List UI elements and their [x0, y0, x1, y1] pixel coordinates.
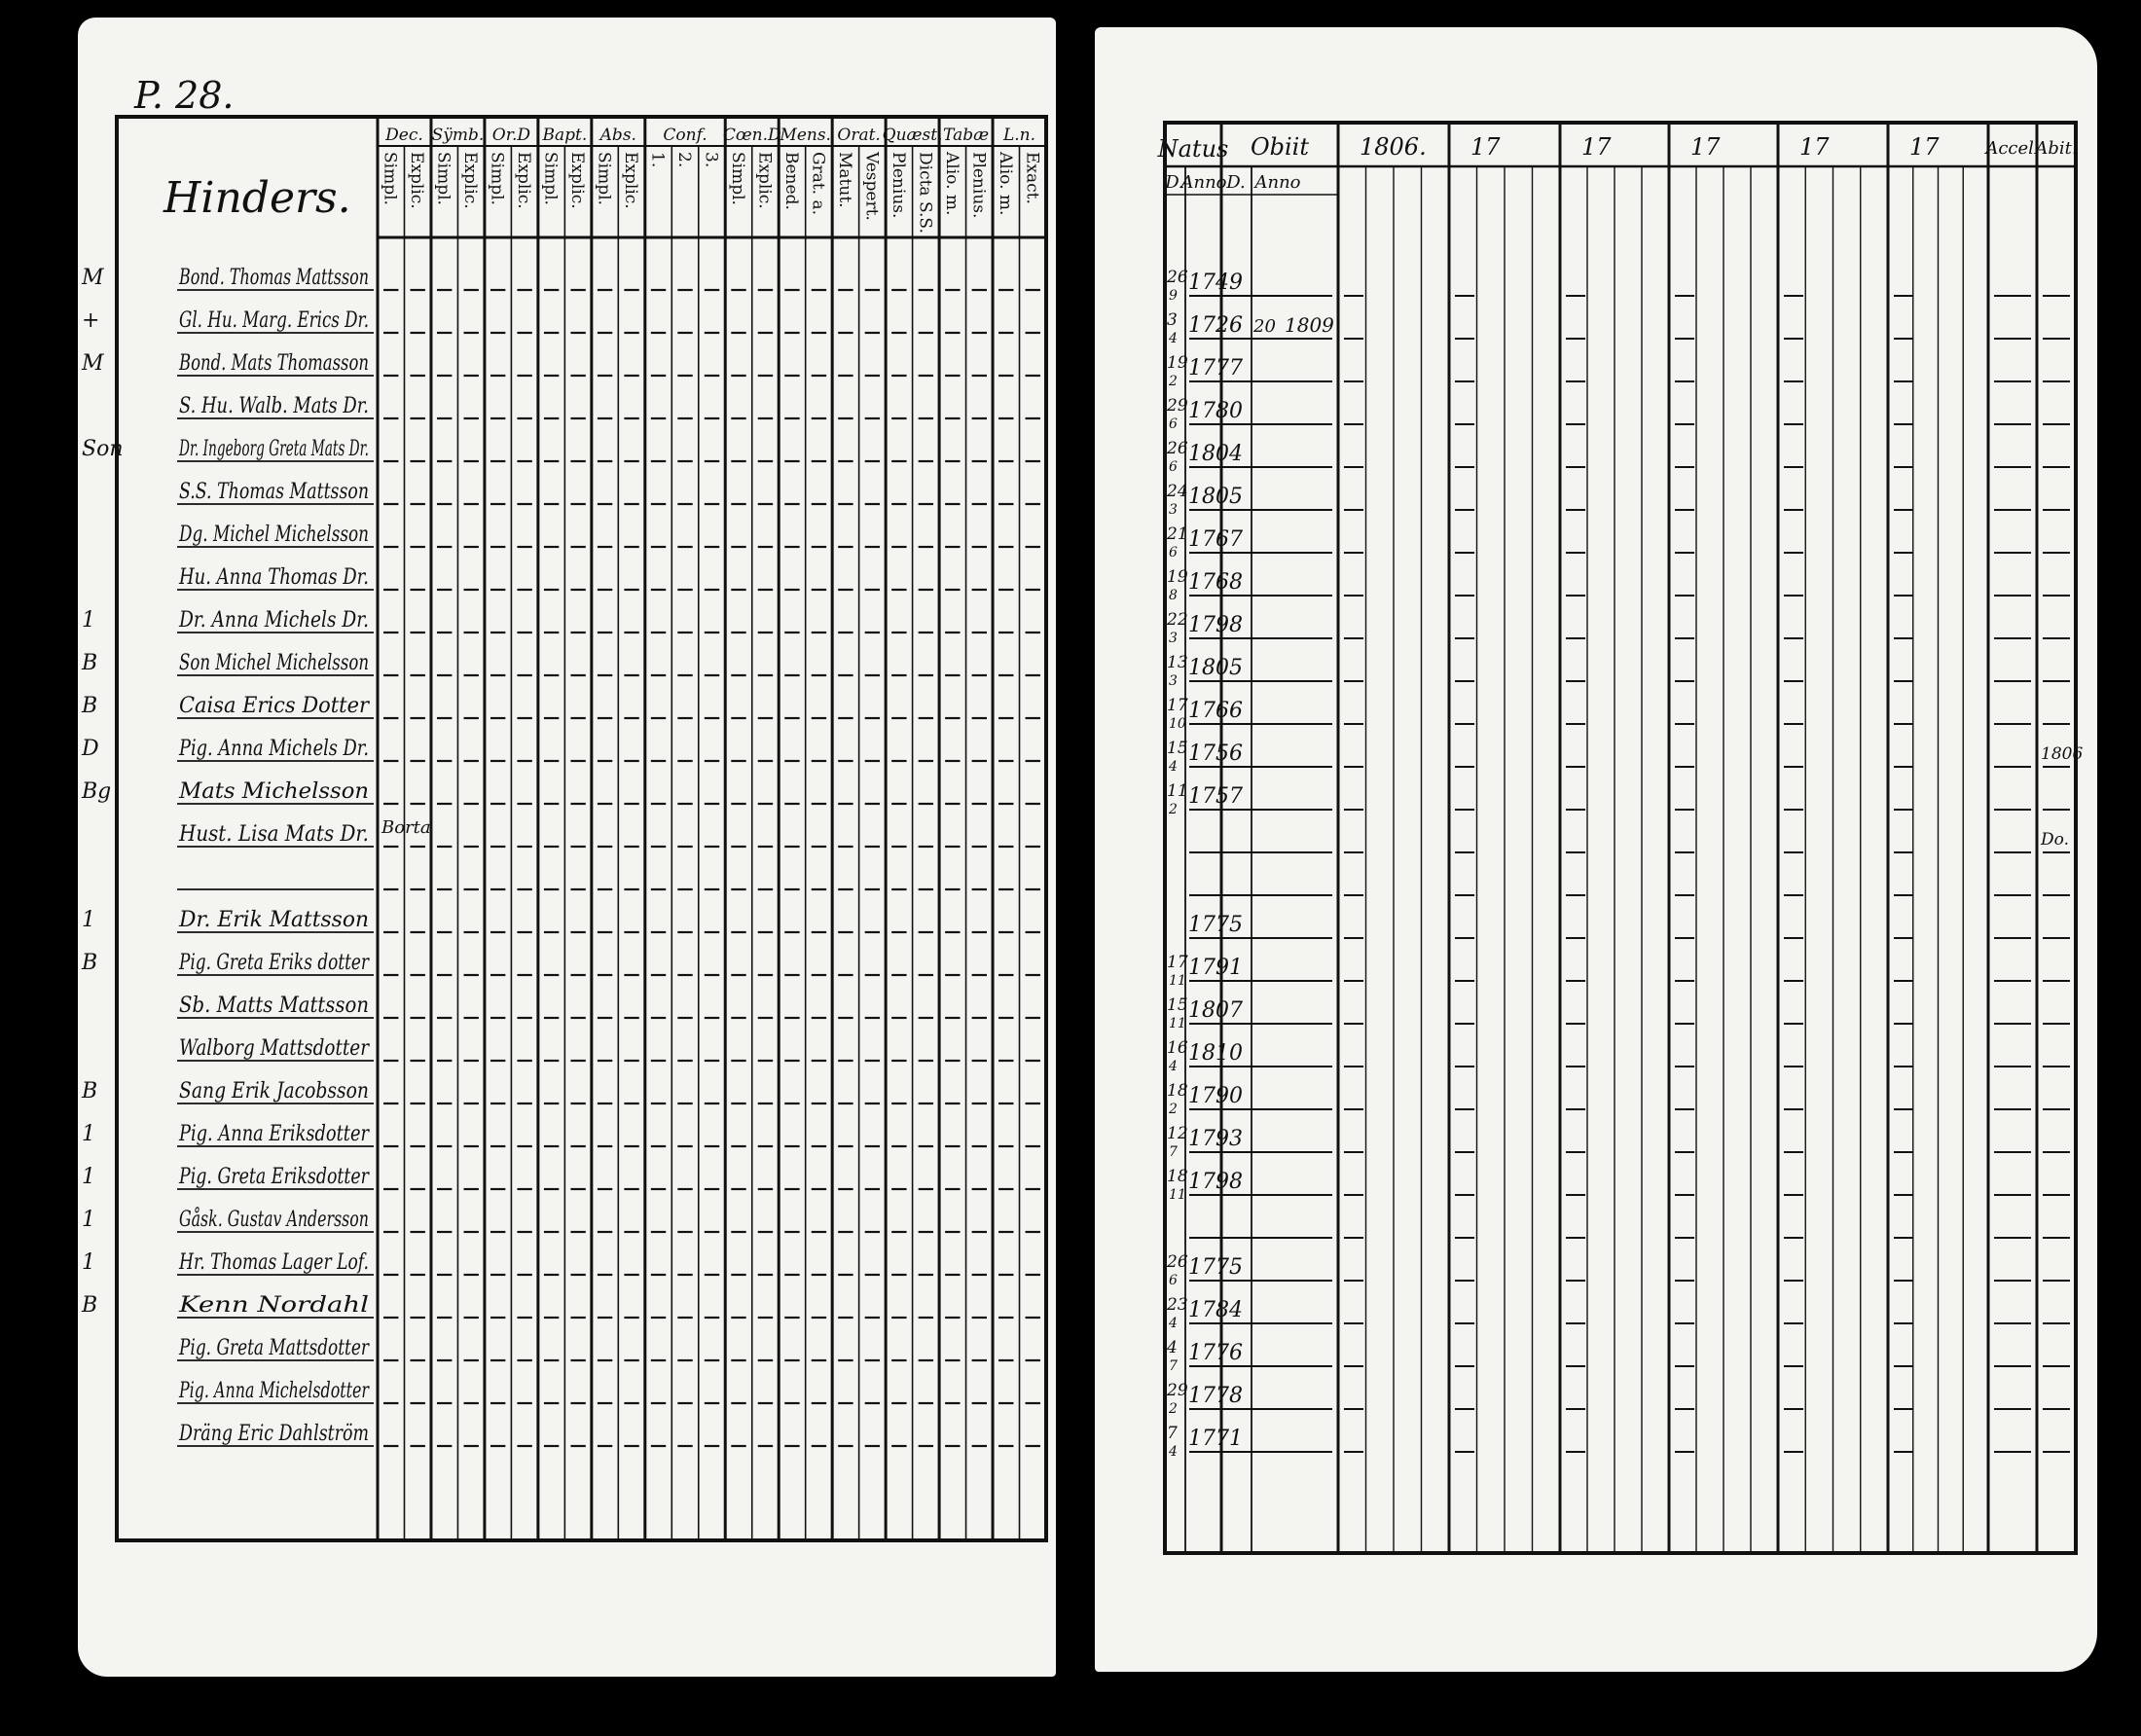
resident-name: Son Michel Michelsson [179, 651, 369, 675]
resident-name: Bond. Thomas Mattsson [178, 266, 369, 290]
column-group-header: Dec. [385, 126, 423, 145]
birth-year: 1777 [1188, 356, 1243, 380]
birth-month: 4 [1169, 1059, 1178, 1074]
column-group-header: Conf. [663, 126, 708, 145]
birth-day: 18 [1167, 1081, 1188, 1101]
birth-month: 3 [1169, 631, 1178, 646]
column-subheader: Exact. [1022, 152, 1042, 204]
birth-year: 1756 [1188, 741, 1243, 766]
birth-year: 1757 [1188, 784, 1243, 809]
column-subheader: Plenius. [968, 152, 989, 219]
book-binding [1056, 0, 1095, 1736]
birth-year: 1790 [1188, 1084, 1243, 1108]
column-subheader: Explic. [407, 152, 427, 209]
resident-name: Pig. Greta Mattsdotter [178, 1336, 371, 1360]
birth-month: 11 [1169, 1016, 1186, 1031]
column-subheader: Explic. [754, 152, 775, 209]
resident-name: Pig. Greta Eriks dotter [178, 951, 371, 975]
birth-month: 6 [1169, 459, 1178, 475]
column-subheader: Bened. [780, 152, 801, 210]
birth-month: 9 [1169, 288, 1178, 304]
column-subheader: Vespert. [861, 152, 882, 221]
birth-month: 7 [1169, 1358, 1178, 1374]
birth-year: 1726 [1188, 313, 1243, 338]
row-mark: B [82, 1079, 98, 1103]
column-subheader: Simpl. [433, 152, 454, 205]
column-subheader: Alio. m. [941, 152, 962, 216]
birth-month: 2 [1169, 1102, 1178, 1117]
birth-year: 1793 [1188, 1127, 1243, 1151]
birth-month: 4 [1169, 1444, 1178, 1460]
column-subheader: 2. [674, 152, 695, 168]
resident-name: S. Hu. Walb. Mats Dr. [179, 394, 369, 418]
year-header: 17 [1581, 133, 1612, 161]
column-group-header: Mens. [780, 126, 831, 145]
birth-year: 1780 [1188, 399, 1243, 423]
column-subheader: Grat. a. [808, 152, 828, 216]
resident-name: Pig. Anna Michels Dr. [178, 737, 369, 761]
resident-name: Hust. Lisa Mats Dr. [178, 822, 369, 847]
birth-month: 2 [1169, 1401, 1178, 1417]
birth-year: 1766 [1188, 699, 1243, 723]
resident-name: Sb. Matts Mattsson [179, 994, 369, 1018]
resident-name: Kenn Nordahl [177, 1293, 369, 1318]
resident-name: Walborg Mattsdotter [179, 1036, 371, 1061]
birth-day: 29 [1167, 396, 1188, 416]
resident-name: Mats Michelsson [177, 779, 369, 804]
birth-year: 1768 [1188, 570, 1243, 595]
resident-name: Dr. Anna Michels Dr. [178, 608, 369, 633]
column-subheader: Explic. [621, 152, 641, 209]
column-group-header: Bapt. [542, 126, 588, 145]
birth-month: 11 [1169, 1187, 1186, 1203]
birth-month: 8 [1169, 588, 1178, 603]
left-register-table [78, 18, 1056, 1677]
year-header: 1806. [1360, 133, 1427, 161]
row-mark: 1 [82, 908, 95, 932]
birth-month: 10 [1169, 716, 1186, 732]
birth-month: 3 [1169, 673, 1178, 689]
natus-header: Natus [1157, 135, 1229, 163]
birth-month: 6 [1169, 416, 1178, 432]
year-header: 17 [1470, 133, 1501, 161]
birth-year: 1767 [1188, 527, 1243, 552]
birth-month: 2 [1169, 802, 1178, 817]
birth-day: 29 [1167, 1381, 1188, 1400]
column-group-header: Abs. [599, 126, 636, 145]
birth-day: 18 [1167, 1167, 1188, 1186]
birth-year: 1749 [1188, 271, 1243, 295]
birth-year: 1810 [1188, 1041, 1243, 1066]
row-mark: B [82, 1293, 98, 1318]
obiit-anno-label: Anno [1254, 172, 1301, 193]
birth-day: 4 [1167, 1338, 1178, 1357]
year-header: 17 [1909, 133, 1940, 161]
section-title: Hinders. [163, 173, 351, 223]
birth-month: 11 [1169, 973, 1186, 989]
birth-year: 1784 [1188, 1298, 1243, 1322]
birth-day: 24 [1167, 482, 1188, 501]
birth-year: 1776 [1188, 1341, 1243, 1365]
row-mark: Son [82, 437, 124, 461]
obiit-header: Obiit [1250, 133, 1310, 161]
resident-name: Pig. Greta Eriksdotter [178, 1165, 371, 1189]
resident-name: Dr. Erik Mattsson [178, 908, 369, 932]
resident-name: S.S. Thomas Mattsson [179, 480, 369, 504]
resident-name: Gl. Hu. Marg. Erics Dr. [179, 308, 369, 333]
birth-day: 22 [1167, 610, 1188, 630]
birth-month: 3 [1169, 502, 1178, 518]
column-group-header: Sÿmb. [431, 126, 485, 145]
birth-day: 23 [1167, 1295, 1188, 1315]
birth-month: 4 [1169, 759, 1178, 775]
birth-day: 17 [1167, 696, 1188, 715]
column-subheader: Simpl. [540, 152, 561, 205]
birth-day: 12 [1167, 1124, 1188, 1143]
row-mark: + [82, 308, 100, 333]
birth-day: 15 [1167, 995, 1188, 1015]
birth-day: 11 [1167, 781, 1188, 801]
birth-year: 1805 [1188, 485, 1243, 509]
margin-note: 1806 [2041, 744, 2084, 764]
birth-year: 1807 [1188, 998, 1243, 1023]
row-mark: M [82, 351, 104, 376]
abit-header: Abit. [2035, 138, 2078, 159]
resident-name: Gåsk. Gustav Andersson [179, 1208, 444, 1232]
resident-name: Sang Erik Jacobsson [179, 1079, 369, 1103]
birth-day: 15 [1167, 739, 1188, 758]
birth-day: 7 [1167, 1424, 1178, 1443]
birth-year: 1798 [1188, 613, 1243, 637]
year-header: 17 [1690, 133, 1721, 161]
row-mark: B [82, 651, 98, 675]
birth-month: 4 [1169, 331, 1178, 346]
birth-day: 26 [1167, 268, 1188, 287]
death-year: 1809 [1285, 313, 1334, 337]
row-mark: D [82, 737, 99, 761]
birth-day: 16 [1167, 1038, 1188, 1058]
column-group-header: Quæst. [882, 126, 943, 145]
birth-year: 1771 [1188, 1427, 1243, 1451]
column-subheader: 1. [647, 152, 668, 168]
resident-name: Dr. Ingeborg Greta Mats Dr. [178, 437, 369, 461]
table-frame [1165, 123, 2076, 1553]
natus-day-label: D. [1165, 172, 1184, 193]
birth-day: 19 [1167, 567, 1188, 587]
natus-anno-label: Anno [1180, 172, 1227, 193]
row-mark: M [82, 266, 104, 290]
column-subheader: Plenius. [888, 152, 908, 219]
column-subheader: Explic. [567, 152, 588, 209]
year-header: 17 [1799, 133, 1830, 161]
column-subheader: Simpl. [380, 152, 400, 205]
margin-note: Do. [2041, 830, 2069, 850]
resident-name: Hr. Thomas Lager Lof. [178, 1250, 369, 1275]
resident-name: Caisa Erics Dotter [179, 694, 371, 718]
birth-year: 1778 [1188, 1384, 1243, 1408]
birth-year: 1775 [1188, 913, 1243, 937]
resident-name: Dräng Eric Dahlström [178, 1422, 369, 1446]
birth-year: 1805 [1188, 656, 1243, 680]
accel-header: Accel. [1985, 138, 2040, 159]
left-page [78, 18, 1056, 1677]
birth-day: 13 [1167, 653, 1188, 672]
birth-year: 1798 [1188, 1170, 1243, 1194]
column-subheader: Alio. m. [995, 152, 1015, 216]
column-subheader: 3. [701, 152, 721, 168]
column-subheader: Explic. [460, 152, 481, 209]
resident-name: Hu. Anna Thomas Dr. [178, 565, 369, 590]
resident-name: Pig. Anna Eriksdotter [178, 1122, 371, 1146]
column-group-header: L.n. [1002, 126, 1036, 145]
birth-day: 19 [1167, 353, 1188, 373]
row-mark: Bg [82, 779, 112, 804]
column-subheader: Simpl. [727, 152, 747, 205]
row-mark: 1 [82, 608, 95, 633]
resident-name: Pig. Anna Michelsdotter [178, 1379, 371, 1403]
birth-month: 6 [1169, 545, 1178, 561]
row-mark: 1 [82, 1165, 95, 1189]
column-subheader: Dicta S.S. [915, 152, 935, 234]
birth-year: 1804 [1188, 442, 1243, 466]
row-mark: 1 [82, 1122, 95, 1146]
birth-month: 2 [1169, 374, 1178, 389]
right-register-table [1095, 27, 2097, 1672]
right-page [1095, 27, 2097, 1672]
row-mark: B [82, 951, 98, 975]
column-subheader: Simpl. [594, 152, 614, 205]
column-group-header: Or.D [491, 126, 531, 145]
column-group-header: Orat. [837, 126, 881, 145]
resident-name: Bond. Mats Thomasson [178, 351, 369, 376]
resident-name: Dg. Michel Michelsson [178, 523, 369, 547]
row-note: Borta [381, 817, 431, 838]
column-subheader: Matut. [834, 152, 854, 208]
column-subheader: Simpl. [487, 152, 507, 205]
column-group-header: Cœn.D [722, 126, 781, 145]
birth-day: 26 [1167, 1252, 1188, 1272]
death-day: 20 [1253, 316, 1276, 337]
column-group-header: Tabæ [943, 126, 990, 145]
birth-year: 1791 [1188, 956, 1243, 980]
birth-month: 7 [1169, 1144, 1178, 1160]
row-mark: 1 [82, 1250, 95, 1275]
birth-month: 6 [1169, 1273, 1178, 1288]
folio-number: P. 28. [134, 74, 235, 117]
birth-day: 17 [1167, 953, 1188, 972]
birth-year: 1775 [1188, 1255, 1243, 1280]
obiit-day-label: D. [1226, 172, 1246, 193]
row-mark: B [82, 694, 98, 718]
birth-day: 26 [1167, 439, 1188, 458]
birth-day: 21 [1167, 524, 1188, 544]
column-subheader: Explic. [514, 152, 534, 209]
birth-month: 4 [1169, 1316, 1178, 1331]
row-mark: 1 [82, 1208, 95, 1232]
birth-day: 3 [1167, 310, 1178, 330]
